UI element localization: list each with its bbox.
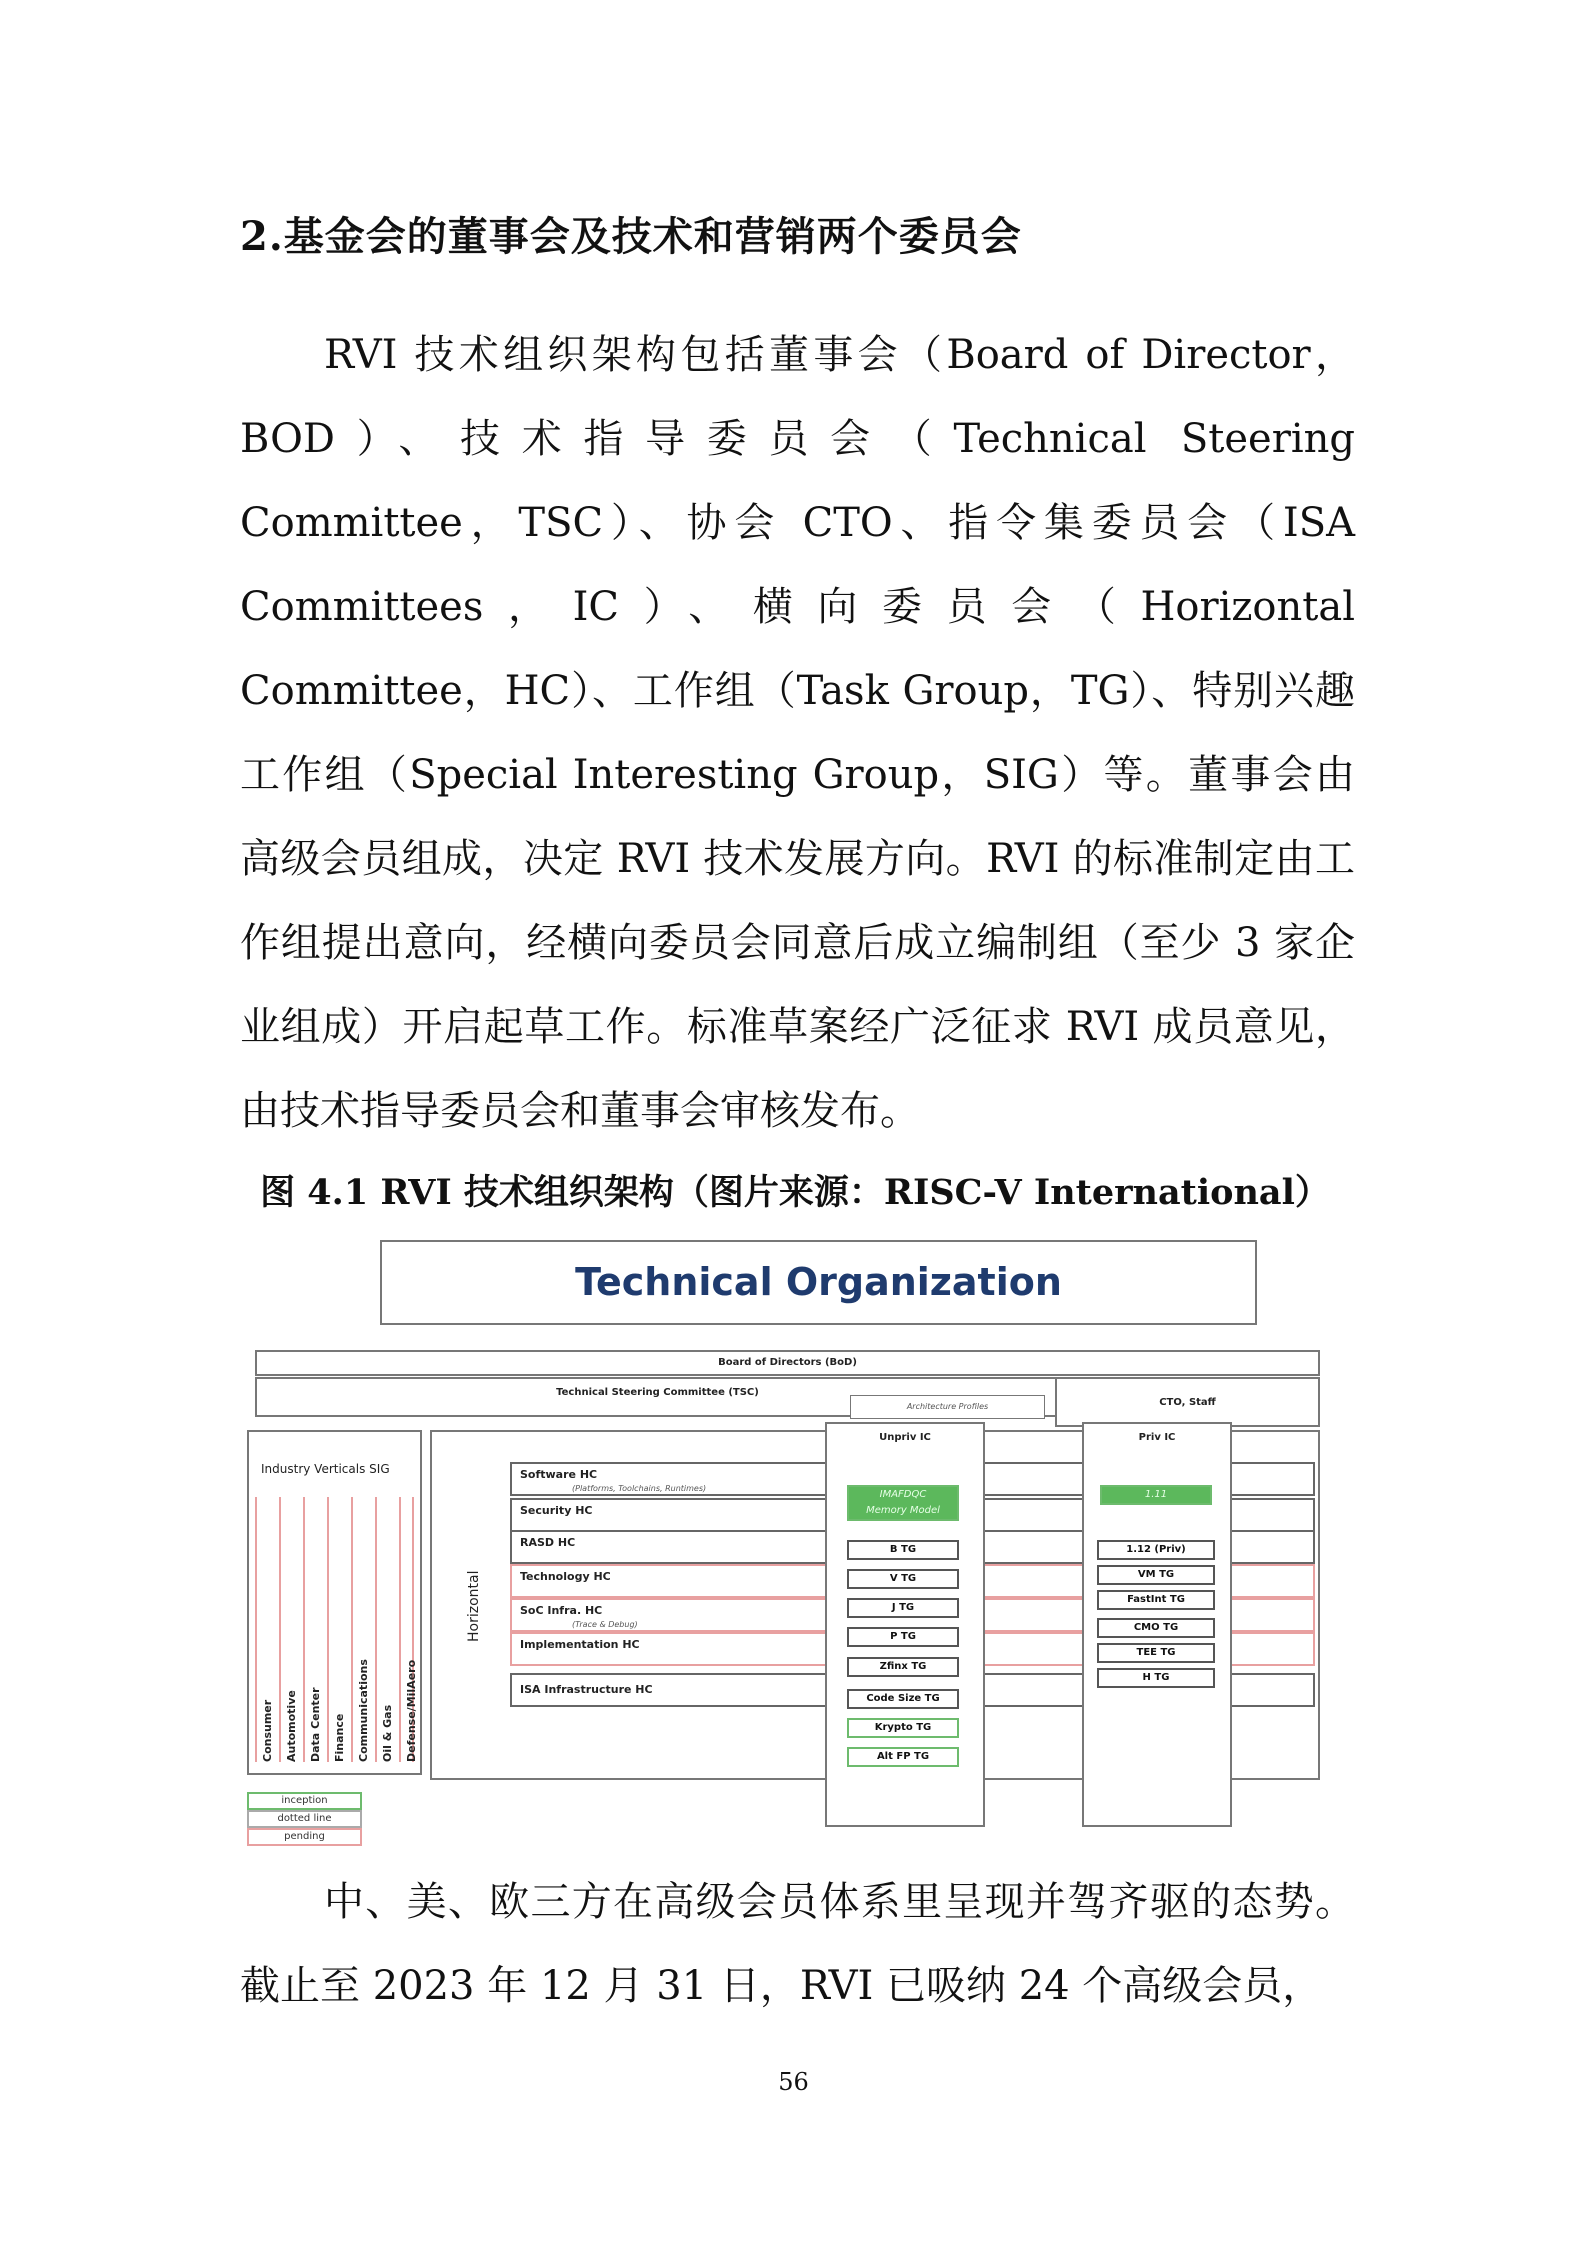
hc-name: Software HC <box>520 1468 598 1481</box>
vertical-label: Finance <box>333 1713 346 1762</box>
unpriv-tg: J TG <box>847 1598 959 1618</box>
unpriv-tg: V TG <box>847 1569 959 1589</box>
hc-sub: (Platforms, Toolchains, Runtimes) <box>572 1484 707 1493</box>
priv-tg: VM TG <box>1097 1565 1215 1585</box>
hc-sub: (Trace & Debug) <box>572 1620 638 1629</box>
unpriv-tg: P TG <box>847 1627 959 1647</box>
hc-name: Security HC <box>520 1504 593 1517</box>
figure-caption: 图 4.1 RVI 技术组织架构（图片来源：RISC-V International） <box>260 1172 1330 1213</box>
diagram-title-box <box>380 1240 1257 1325</box>
legend-inception: inception <box>247 1792 362 1810</box>
diagram-legend <box>247 1792 367 1852</box>
vertical-label: Defense/MilAero <box>405 1659 418 1762</box>
paragraph-intro: RVI 技术组织架构包括董事会（Board of Director，BOD）、技术指导委员会（Technical Steering Committee，TSC）、协会 CTO、指令集委员会（ISA Committees，IC）、横向委员会（Horizontal Committee，HC）、工作组（Task Group，TG）、特别兴趣工作组（Special Interesting Group，SIG）等。董事会由高级会员组成，决定 RVI 技术发展方向。RVI 的标准制定由工作组提出意向，经横向委员会同意后成立编制组（至少 3 家企业组成）开启起草工作。标准草案经广泛征求 RVI 成员意见，由技术指导委员会和董事会审核发布。 <box>240 332 1355 1134</box>
legend-dotted-line: dotted line <box>247 1810 362 1828</box>
unpriv-tg: Krypto TG <box>847 1718 959 1738</box>
paragraph-members: 中、美、欧三方在高级会员体系里呈现并驾齐驱的态势。截止至 2023 年 12 月 31 日，RVI 已吸纳 24 个高级会员， <box>240 1879 1355 2009</box>
unpriv-tg: Alt FP TG <box>847 1747 959 1767</box>
tech-org-diagram <box>245 1240 1320 1880</box>
hc-name: SoC Infra. HC <box>520 1604 603 1617</box>
priv-base-box: 1.11 <box>1100 1485 1212 1505</box>
vertical-label: Oil & Gas <box>381 1704 394 1762</box>
vertical-label: Communications <box>357 1659 370 1762</box>
industry-sig-box <box>247 1430 422 1775</box>
page-number: 56 <box>778 2068 809 2096</box>
priv-tg: H TG <box>1097 1668 1215 1688</box>
horizontal-label: Horizontal <box>466 1570 482 1642</box>
hc-name: ISA Infrastructure HC <box>520 1683 653 1696</box>
priv-tg: CMO TG <box>1097 1618 1215 1638</box>
industry-sig-label: Industry Verticals SIG <box>261 1462 390 1476</box>
vertical-label: Automotive <box>285 1690 298 1762</box>
hc-name: Implementation HC <box>520 1638 640 1651</box>
vertical-label: Consumer <box>261 1699 274 1762</box>
priv-tg: FastInt TG <box>1097 1590 1215 1610</box>
vertical-label: Data Center <box>309 1687 322 1762</box>
priv-tg: TEE TG <box>1097 1643 1215 1663</box>
unpriv-tg: Code Size TG <box>847 1689 959 1709</box>
cto-label: CTO, Staff <box>1159 1397 1216 1408</box>
cto-box <box>1055 1377 1320 1427</box>
unpriv-ic-label: Unpriv IC <box>879 1432 931 1443</box>
unpriv-green-item: IMAFDQC <box>879 1489 927 1500</box>
arch-profiles-label: Architecture Profiles <box>906 1402 989 1411</box>
priv-ic-label: Priv IC <box>1138 1432 1176 1443</box>
arch-profiles-box <box>850 1395 1045 1419</box>
legend-pending: pending <box>247 1828 362 1846</box>
unpriv-tg: Zfinx TG <box>847 1657 959 1677</box>
section-title: 2.基金会的董事会及技术和营销两个委员会 <box>240 213 1022 260</box>
hc-name: Technology HC <box>520 1570 611 1583</box>
diagram-title: Technical Organization <box>575 1260 1062 1304</box>
unpriv-green-item: Memory Model <box>866 1505 940 1516</box>
hc-name: RASD HC <box>520 1536 576 1549</box>
tsc-label: Technical Steering Committee (TSC) <box>556 1387 759 1398</box>
unpriv-tg: B TG <box>847 1540 959 1560</box>
unpriv-base-box <box>847 1485 959 1521</box>
priv-tg: 1.12 (Priv) <box>1097 1540 1215 1560</box>
bod-box <box>255 1350 1320 1376</box>
bod-label: Board of Directors (BoD) <box>718 1357 857 1368</box>
